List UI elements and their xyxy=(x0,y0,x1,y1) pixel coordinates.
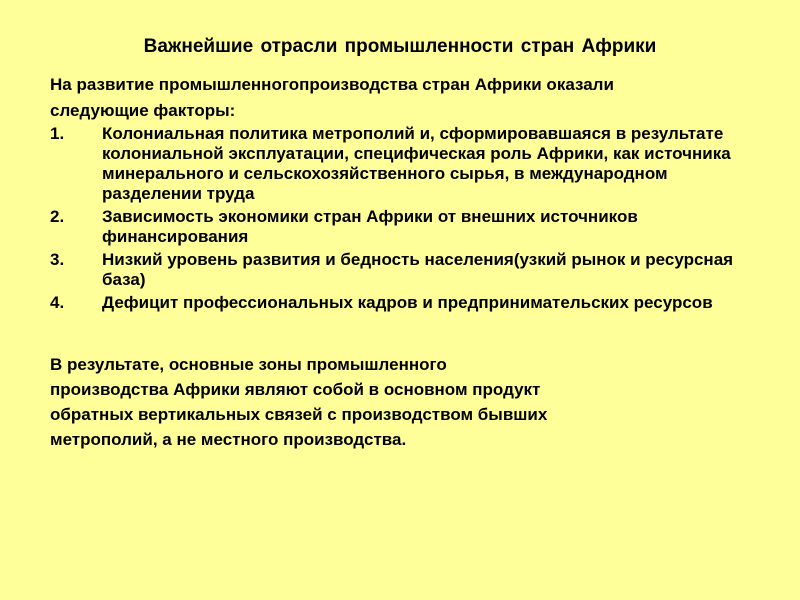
conclusion-line: производства Африки являют собой в основном продукт xyxy=(50,380,541,399)
intro-line: На развитие промышленногопроизводства стран Африки оказали xyxy=(50,75,614,94)
conclusion-line: обратных вертикальных связей с производством бывших xyxy=(50,405,548,424)
factor-number: 2. xyxy=(50,207,65,226)
factor-item xyxy=(50,293,750,313)
factor-number: 3. xyxy=(50,250,65,269)
conclusion-line: В результате, основные зоны промышленного xyxy=(50,355,447,374)
intro-line: следующие факторы: xyxy=(50,101,236,120)
factor-text: Колониальная политика метрополий и, сформировавшаяся в результате колониальной эксплуатации, специфическая роль Африки, как источника минерального и сельскохозяйственного сырья, в международном разделении труда xyxy=(102,124,731,203)
factor-text: Зависимость экономики стран Африки от внешних источников финансирования xyxy=(102,207,638,246)
factor-item xyxy=(50,207,750,247)
factor-number: 4. xyxy=(50,293,65,312)
factor-text: Низкий уровень развития и бедность населения(узкий рынок и ресурсная база) xyxy=(102,250,734,289)
conclusion-line: метрополий, а не местного производства. xyxy=(50,430,407,449)
intro-paragraph xyxy=(50,72,750,124)
factor-item xyxy=(50,124,750,204)
slide-title: Важнейшие отрасли промышленности стран Африки xyxy=(143,36,657,57)
factor-item xyxy=(50,250,750,290)
factors-list xyxy=(50,124,750,316)
factor-text: Дефицит профессиональных кадров и предпринимательских ресурсов xyxy=(102,293,713,312)
conclusion-paragraph xyxy=(50,352,750,452)
factor-number: 1. xyxy=(50,124,65,143)
